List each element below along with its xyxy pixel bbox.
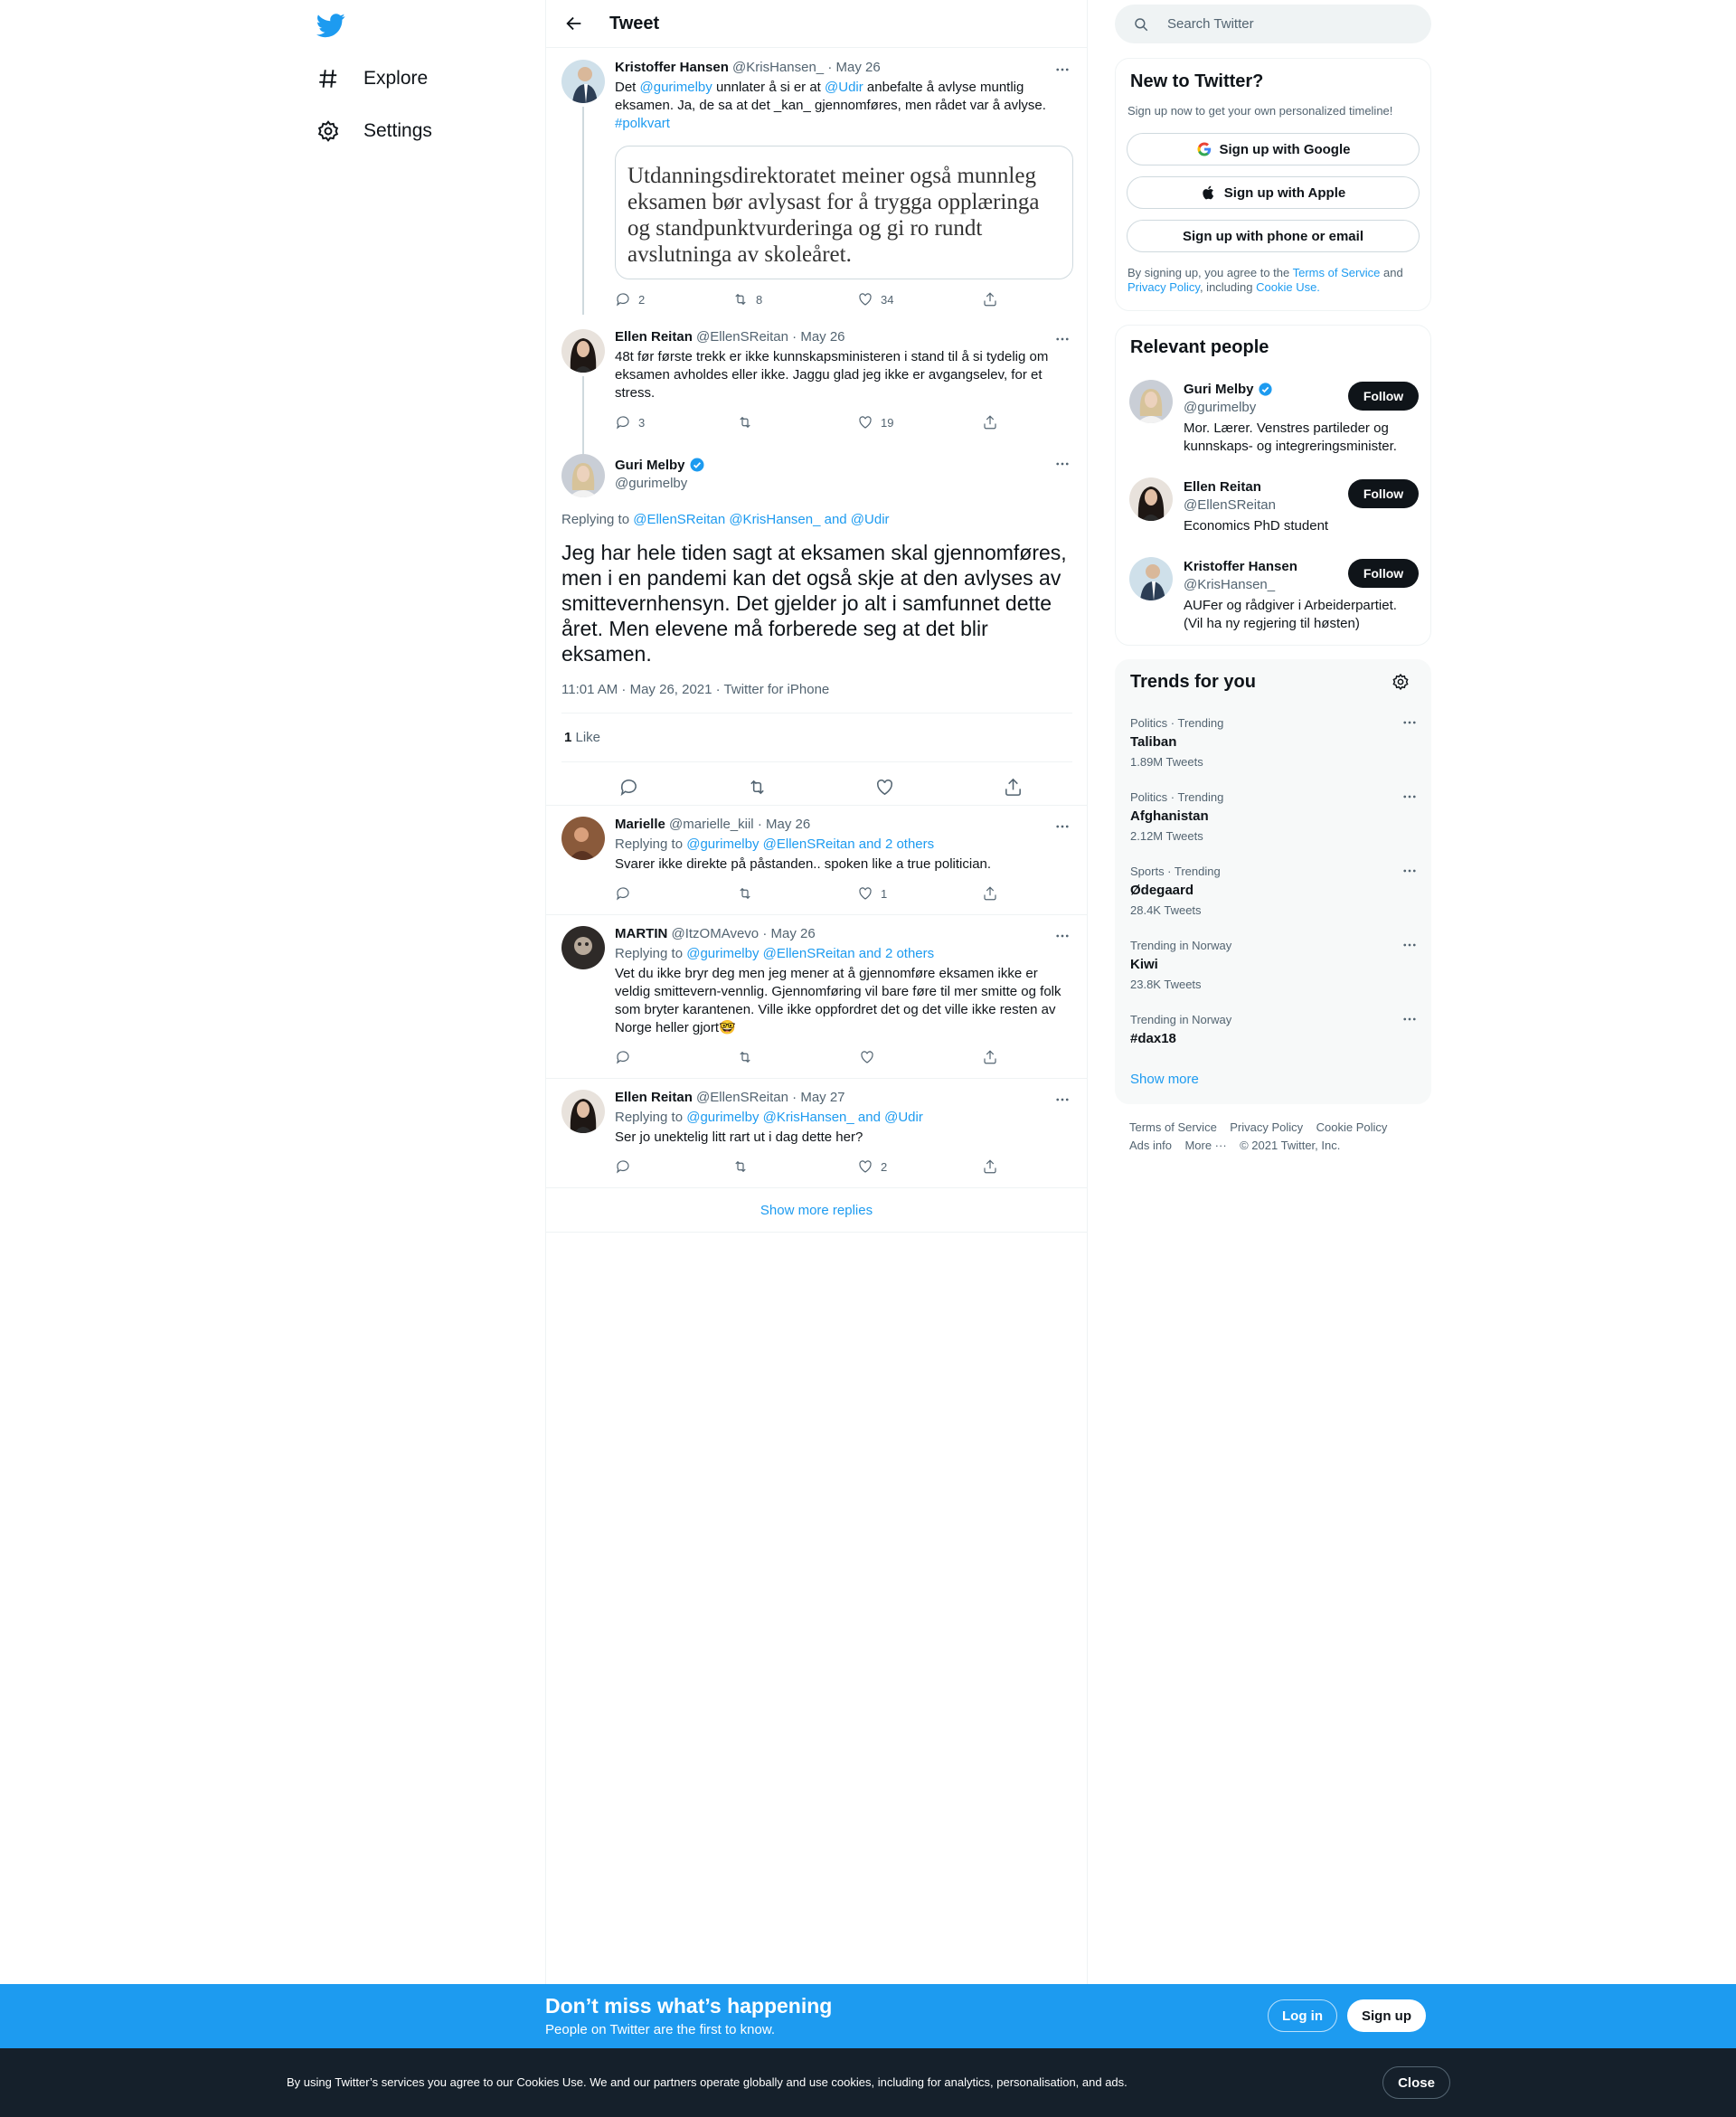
author-handle[interactable]: @EllenSReitan (696, 1090, 788, 1105)
retweet-button[interactable] (732, 1158, 749, 1175)
person-name-text: Guri Melby (1184, 382, 1254, 397)
tweet-actions (615, 1158, 1013, 1177)
reply-icon (615, 414, 631, 430)
retweet-button[interactable] (737, 414, 753, 430)
like-button[interactable] (857, 414, 893, 430)
retweet-count: 8 (756, 292, 763, 307)
gear-icon[interactable] (1392, 673, 1410, 691)
share-button[interactable] (982, 885, 998, 902)
nav-settings-label: Settings (363, 120, 432, 141)
panel-subtitle: Sign up now to get your own personalized timeline! (1127, 104, 1393, 118)
avatar[interactable] (561, 454, 605, 497)
reply-icon (615, 885, 631, 902)
person-bio: Economics PhD student (1184, 518, 1329, 534)
like-button[interactable] (857, 885, 887, 902)
heart-icon (857, 1158, 873, 1175)
person-name[interactable]: Kristoffer Hansen (1184, 559, 1297, 574)
heart-icon (857, 291, 873, 307)
panel-title: New to Twitter? (1130, 71, 1264, 91)
tweet-header (615, 329, 845, 345)
share-button[interactable] (982, 414, 998, 430)
trends-panel (1115, 659, 1431, 1104)
footer-cookie-link[interactable]: Cookie Policy (1316, 1120, 1388, 1134)
reply-icon (615, 1049, 631, 1065)
apple-icon (1201, 184, 1217, 201)
author-name[interactable] (615, 457, 705, 473)
tweet-header (615, 926, 816, 941)
tweet-text: Vet du ikke bryr deg men jeg mener at å gjennomføre eksamen ikke er veldig smittevern-vennlig. Gjennomføring vil bare føre til mer smitte og folk som bryter karantenen. Ville ikke oppfordret det og det ville ikke resten av Norge heller gjort🤓 (615, 966, 1061, 1035)
card-text: Utdanningsdirektoratet meiner også munnleg eksamen bør avlysast for å trygga opplæringa og standpunktvurderinga og gi ro rundt avslutninga av skoleåret. (627, 164, 1040, 267)
signup-phone-label: Sign up with phone or email (1182, 228, 1363, 244)
reply-icon (615, 1158, 631, 1175)
avatar[interactable] (561, 1090, 605, 1133)
page-header (546, 0, 1087, 48)
replying-label: Replying to (615, 946, 687, 961)
reply-count: 2 (638, 292, 646, 307)
avatar[interactable] (561, 926, 605, 969)
likes-summary-count: 1 (564, 730, 572, 745)
share-icon (982, 1049, 998, 1065)
divider (546, 805, 1087, 806)
footer-ads-link[interactable]: Ads info (1129, 1139, 1172, 1152)
divider (546, 914, 1087, 915)
legal-segment: By signing up, you agree to the (1127, 266, 1293, 279)
mention-link[interactable]: @Udir (825, 80, 863, 95)
more-icon[interactable] (1401, 937, 1418, 953)
text-segment: Det (615, 80, 640, 95)
divider (546, 1232, 1087, 1233)
heart-icon (857, 414, 873, 430)
tweet-date[interactable]: · May 26 (827, 60, 881, 75)
reply-button[interactable] (615, 885, 631, 902)
avatar[interactable] (561, 817, 605, 860)
author-handle[interactable]: @ItzOMAvevo (671, 926, 760, 941)
back-arrow-icon[interactable] (564, 14, 584, 33)
reply-count: 3 (638, 415, 646, 430)
cookie-text: By using Twitter’s services you agree to our Cookies Use. We and our partners operate globally and use cookies, including for analytics, personalisation, and ads. (287, 2075, 1127, 2089)
trend-item[interactable] (1130, 790, 1418, 843)
reply-icon[interactable] (618, 777, 639, 798)
more-icon[interactable] (1054, 818, 1071, 835)
retweet-button[interactable] (737, 885, 753, 902)
legal-segment: and (1380, 266, 1403, 279)
avatar[interactable] (1129, 477, 1173, 521)
trend-count: 23.8K Tweets (1130, 978, 1202, 991)
search-icon (1133, 16, 1149, 33)
trend-meta: Trending in Norway (1130, 1013, 1232, 1026)
google-icon (1196, 141, 1212, 157)
more-icon[interactable] (1054, 928, 1071, 944)
share-icon (982, 1158, 998, 1175)
main-column (545, 0, 1088, 1985)
share-button[interactable] (982, 291, 998, 307)
share-icon (982, 885, 998, 902)
retweet-icon[interactable] (747, 777, 768, 798)
avatar[interactable] (1129, 557, 1173, 600)
more-icon[interactable] (1401, 1011, 1418, 1027)
like-count: 1 (881, 886, 888, 901)
trend-count: 2.12M Tweets (1130, 829, 1203, 843)
panel-title: Relevant people (1130, 337, 1269, 357)
person-handle[interactable]: @KrisHansen_ (1184, 577, 1276, 592)
nav-explore[interactable] (316, 59, 428, 99)
tweet-actions (561, 770, 1072, 807)
banner-subtitle: People on Twitter are the first to know. (545, 2022, 776, 2037)
replying-label: Replying to (615, 1110, 687, 1125)
like-count: 34 (881, 292, 894, 307)
author-name[interactable]: Marielle (615, 817, 665, 832)
share-icon (982, 291, 998, 307)
retweet-icon (732, 1158, 749, 1175)
tweet-text: Svarer ikke direkte på påstanden.. spoken like a true politician. (615, 856, 992, 872)
trend-count: 1.89M Tweets (1130, 755, 1203, 769)
reply-button[interactable] (615, 291, 645, 307)
likes-summary[interactable] (564, 730, 600, 745)
twitter-logo-icon[interactable] (316, 11, 345, 40)
reply-tweet[interactable] (546, 817, 1087, 914)
person-card[interactable] (1129, 477, 1419, 532)
retweet-button[interactable] (732, 291, 762, 307)
more-icon[interactable] (1054, 331, 1071, 347)
more-icon[interactable] (1401, 714, 1418, 731)
banner-headline: Don’t miss what’s happening (545, 1994, 833, 2018)
author-name[interactable]: Ellen Reitan (615, 329, 693, 345)
legal-text (1127, 266, 1417, 295)
replying-to-links[interactable]: @EllenSReitan @KrisHansen_ and @Udir (633, 512, 890, 527)
new-to-twitter-panel (1115, 58, 1431, 311)
show-more-replies[interactable]: Show more replies (760, 1202, 873, 1218)
thread-tweet[interactable] (546, 329, 1087, 438)
more-icon[interactable] (1401, 863, 1418, 879)
hashtag-link[interactable]: #polkvart (615, 116, 670, 131)
avatar[interactable] (561, 329, 605, 373)
author-name-text: Guri Melby (615, 457, 685, 473)
replying-to (615, 945, 1071, 963)
media-card[interactable] (615, 146, 1073, 279)
author-name[interactable]: Kristoffer Hansen (615, 60, 729, 75)
replying-to-links[interactable]: @gurimelby @EllenSReitan and 2 others (686, 836, 935, 852)
retweet-icon (737, 1049, 753, 1065)
person-handle[interactable]: @EllenSReitan (1184, 497, 1276, 513)
footer-privacy-link[interactable]: Privacy Policy (1230, 1120, 1304, 1134)
tos-link[interactable]: Terms of Service (1292, 266, 1381, 279)
verified-badge-icon (689, 457, 705, 473)
replying-label: Replying to (561, 512, 634, 527)
trend-item[interactable] (1130, 939, 1418, 991)
replying-label: Replying to (615, 836, 687, 852)
signup-apple-button[interactable] (1127, 176, 1420, 209)
gear-icon (316, 119, 340, 143)
likes-summary-label: Like (571, 730, 601, 745)
cookie-link[interactable]: Cookie Use. (1256, 280, 1320, 294)
trend-item[interactable] (1130, 716, 1418, 769)
cookie-close-button[interactable]: Close (1382, 2066, 1450, 2099)
footer-more-link[interactable]: More ··· (1184, 1139, 1227, 1152)
divider (546, 1078, 1087, 1079)
person-name[interactable] (1184, 382, 1273, 397)
like-button[interactable] (857, 1158, 887, 1175)
tweet-date[interactable]: · May 26 (792, 329, 845, 345)
footer-tos-link[interactable]: Terms of Service (1129, 1120, 1217, 1134)
heart-icon (857, 885, 873, 902)
heart-icon[interactable] (874, 777, 895, 798)
cookie-bar (0, 2048, 1736, 2117)
like-button[interactable] (859, 1049, 875, 1065)
person-card[interactable] (1129, 380, 1419, 459)
author-handle[interactable]: @marielle_kiil (669, 817, 754, 832)
signup-phone-button[interactable] (1127, 220, 1420, 252)
hashtag-icon (316, 67, 340, 90)
author-name[interactable]: Ellen Reitan (615, 1090, 693, 1105)
legal-segment: , including (1199, 280, 1257, 294)
replying-to (561, 512, 890, 527)
retweet-icon (737, 414, 753, 430)
tweet-actions (615, 1049, 1013, 1067)
search-bar[interactable] (1115, 5, 1431, 43)
thread-tweet[interactable] (546, 60, 1087, 322)
trend-name: Afghanistan (1130, 808, 1209, 824)
reply-tweet[interactable] (546, 926, 1087, 1078)
author-handle[interactable]: @EllenSReitan (696, 329, 788, 345)
author-name[interactable]: MARTIN (615, 926, 668, 941)
divider (561, 761, 1072, 762)
tweet-text: Jeg har hele tiden sagt at eksamen skal gjennomføres, men i en pandemi kan det også skje at den avlyses av smittevernhensyn. Det gjelder jo alt i samfunnet dette året. Men elevene må forberede seg at det blir eksamen. (561, 541, 1067, 666)
follow-button[interactable]: Follow (1348, 479, 1419, 508)
trend-name: #dax18 (1130, 1031, 1176, 1046)
avatar[interactable] (561, 60, 605, 103)
trend-meta: Politics · Trending (1130, 790, 1224, 804)
replying-to-links[interactable]: @gurimelby @KrisHansen_ and @Udir (686, 1110, 923, 1125)
login-button[interactable]: Log in (1268, 1999, 1337, 2032)
reply-icon (615, 291, 631, 307)
copyright: © 2021 Twitter, Inc. (1240, 1139, 1341, 1152)
tweet-actions (615, 885, 1013, 903)
signup-apple-label: Sign up with Apple (1223, 184, 1346, 201)
author-handle[interactable]: @KrisHansen_ (732, 60, 825, 75)
signup-google-label: Sign up with Google (1219, 141, 1351, 157)
tweet-actions (615, 414, 1013, 432)
trend-meta: Sports · Trending (1130, 865, 1221, 878)
mention-link[interactable]: @gurimelby (639, 80, 712, 95)
retweet-icon (737, 885, 753, 902)
tweet-timestamp[interactable]: 11:01 AM · May 26, 2021 · Twitter for iPhone (561, 682, 830, 697)
page-title: Tweet (609, 13, 660, 33)
trend-item[interactable] (1130, 865, 1418, 917)
reply-tweet[interactable] (546, 1090, 1087, 1187)
signup-button[interactable]: Sign up (1347, 1999, 1426, 2032)
privacy-link[interactable]: Privacy Policy (1127, 280, 1200, 294)
heart-icon (859, 1049, 875, 1065)
replying-to (615, 1109, 1071, 1127)
tweet-text: 48t før første trekk er ikke kunnskapsministeren i stand til å si tydelig om eksamen avholdes eller ikke. Jaggu glad jeg ikke er avgangselev, for et stress. (615, 349, 1049, 401)
more-icon[interactable] (1054, 1092, 1071, 1108)
person-card[interactable] (1129, 557, 1419, 637)
divider (561, 713, 1072, 714)
retweet-button[interactable] (737, 1049, 753, 1065)
show-more-trends[interactable]: Show more (1130, 1072, 1199, 1087)
retweet-icon (732, 291, 749, 307)
search-placeholder: Search Twitter (1167, 16, 1254, 32)
signup-google-button[interactable] (1127, 133, 1420, 165)
like-button[interactable] (857, 291, 893, 307)
share-icon[interactable] (1003, 777, 1024, 798)
tweet-text: Ser jo unektelig litt rart ut i dag dette her? (615, 1129, 863, 1145)
reply-button[interactable] (615, 1049, 631, 1065)
signup-banner (0, 1984, 1736, 2048)
share-button[interactable] (982, 1158, 998, 1175)
follow-button[interactable]: Follow (1348, 382, 1419, 411)
panel-title: Trends for you (1130, 672, 1256, 692)
replying-to (615, 836, 1071, 854)
nav-explore-label: Explore (363, 68, 429, 89)
relevant-people-panel (1115, 325, 1431, 646)
trend-name: Taliban (1130, 734, 1177, 750)
person-handle[interactable]: @gurimelby (1184, 400, 1257, 415)
verified-badge-icon (1258, 382, 1273, 397)
share-button[interactable] (982, 1049, 998, 1065)
text-segment: anbefalte å avlyse muntlig eksamen. Ja, de sa at det _kan_ gjennomføres, men rådet var å avlyse. (615, 80, 1046, 113)
tweet-header (615, 817, 810, 832)
tweet-actions (615, 291, 1013, 309)
trend-name: Ødegaard (1130, 883, 1194, 898)
more-icon[interactable] (1054, 456, 1071, 472)
trend-name: Kiwi (1130, 957, 1158, 972)
replying-to-links[interactable]: @gurimelby @EllenSReitan and 2 others (686, 946, 935, 961)
focused-tweet (546, 454, 1087, 805)
reply-button[interactable] (615, 414, 645, 430)
share-icon (982, 414, 998, 430)
trend-meta: Politics · Trending (1130, 716, 1224, 730)
like-count: 2 (881, 1159, 888, 1174)
reply-button[interactable] (615, 1158, 631, 1175)
footer-links (1129, 1119, 1428, 1155)
person-bio: AUFer og rådgiver i Arbeiderpartiet. (Vil ha ny regjering til høsten) (1184, 598, 1397, 631)
tweet-header (615, 1090, 845, 1105)
nav-settings[interactable] (316, 111, 432, 151)
trend-item[interactable] (1130, 1013, 1418, 1046)
author-handle[interactable]: @gurimelby (615, 476, 688, 491)
tweet-header (615, 60, 881, 75)
tweet-date[interactable]: · May 26 (757, 817, 811, 832)
tweet-date[interactable]: · May 27 (792, 1090, 845, 1105)
text-segment: unnlater å si er at (712, 80, 826, 95)
person-name[interactable]: Ellen Reitan (1184, 479, 1261, 495)
tweet-text (615, 79, 1071, 133)
trend-meta: Trending in Norway (1130, 939, 1232, 952)
avatar[interactable] (1129, 380, 1173, 423)
person-bio: Mor. Lærer. Venstres partileder og kunnskaps- og integreringsminister. (1184, 421, 1397, 454)
more-icon[interactable] (1401, 789, 1418, 805)
more-icon[interactable] (1054, 61, 1071, 78)
trend-count: 28.4K Tweets (1130, 903, 1202, 917)
follow-button[interactable]: Follow (1348, 559, 1419, 588)
like-count: 19 (881, 415, 894, 430)
tweet-date[interactable]: · May 26 (762, 926, 816, 941)
